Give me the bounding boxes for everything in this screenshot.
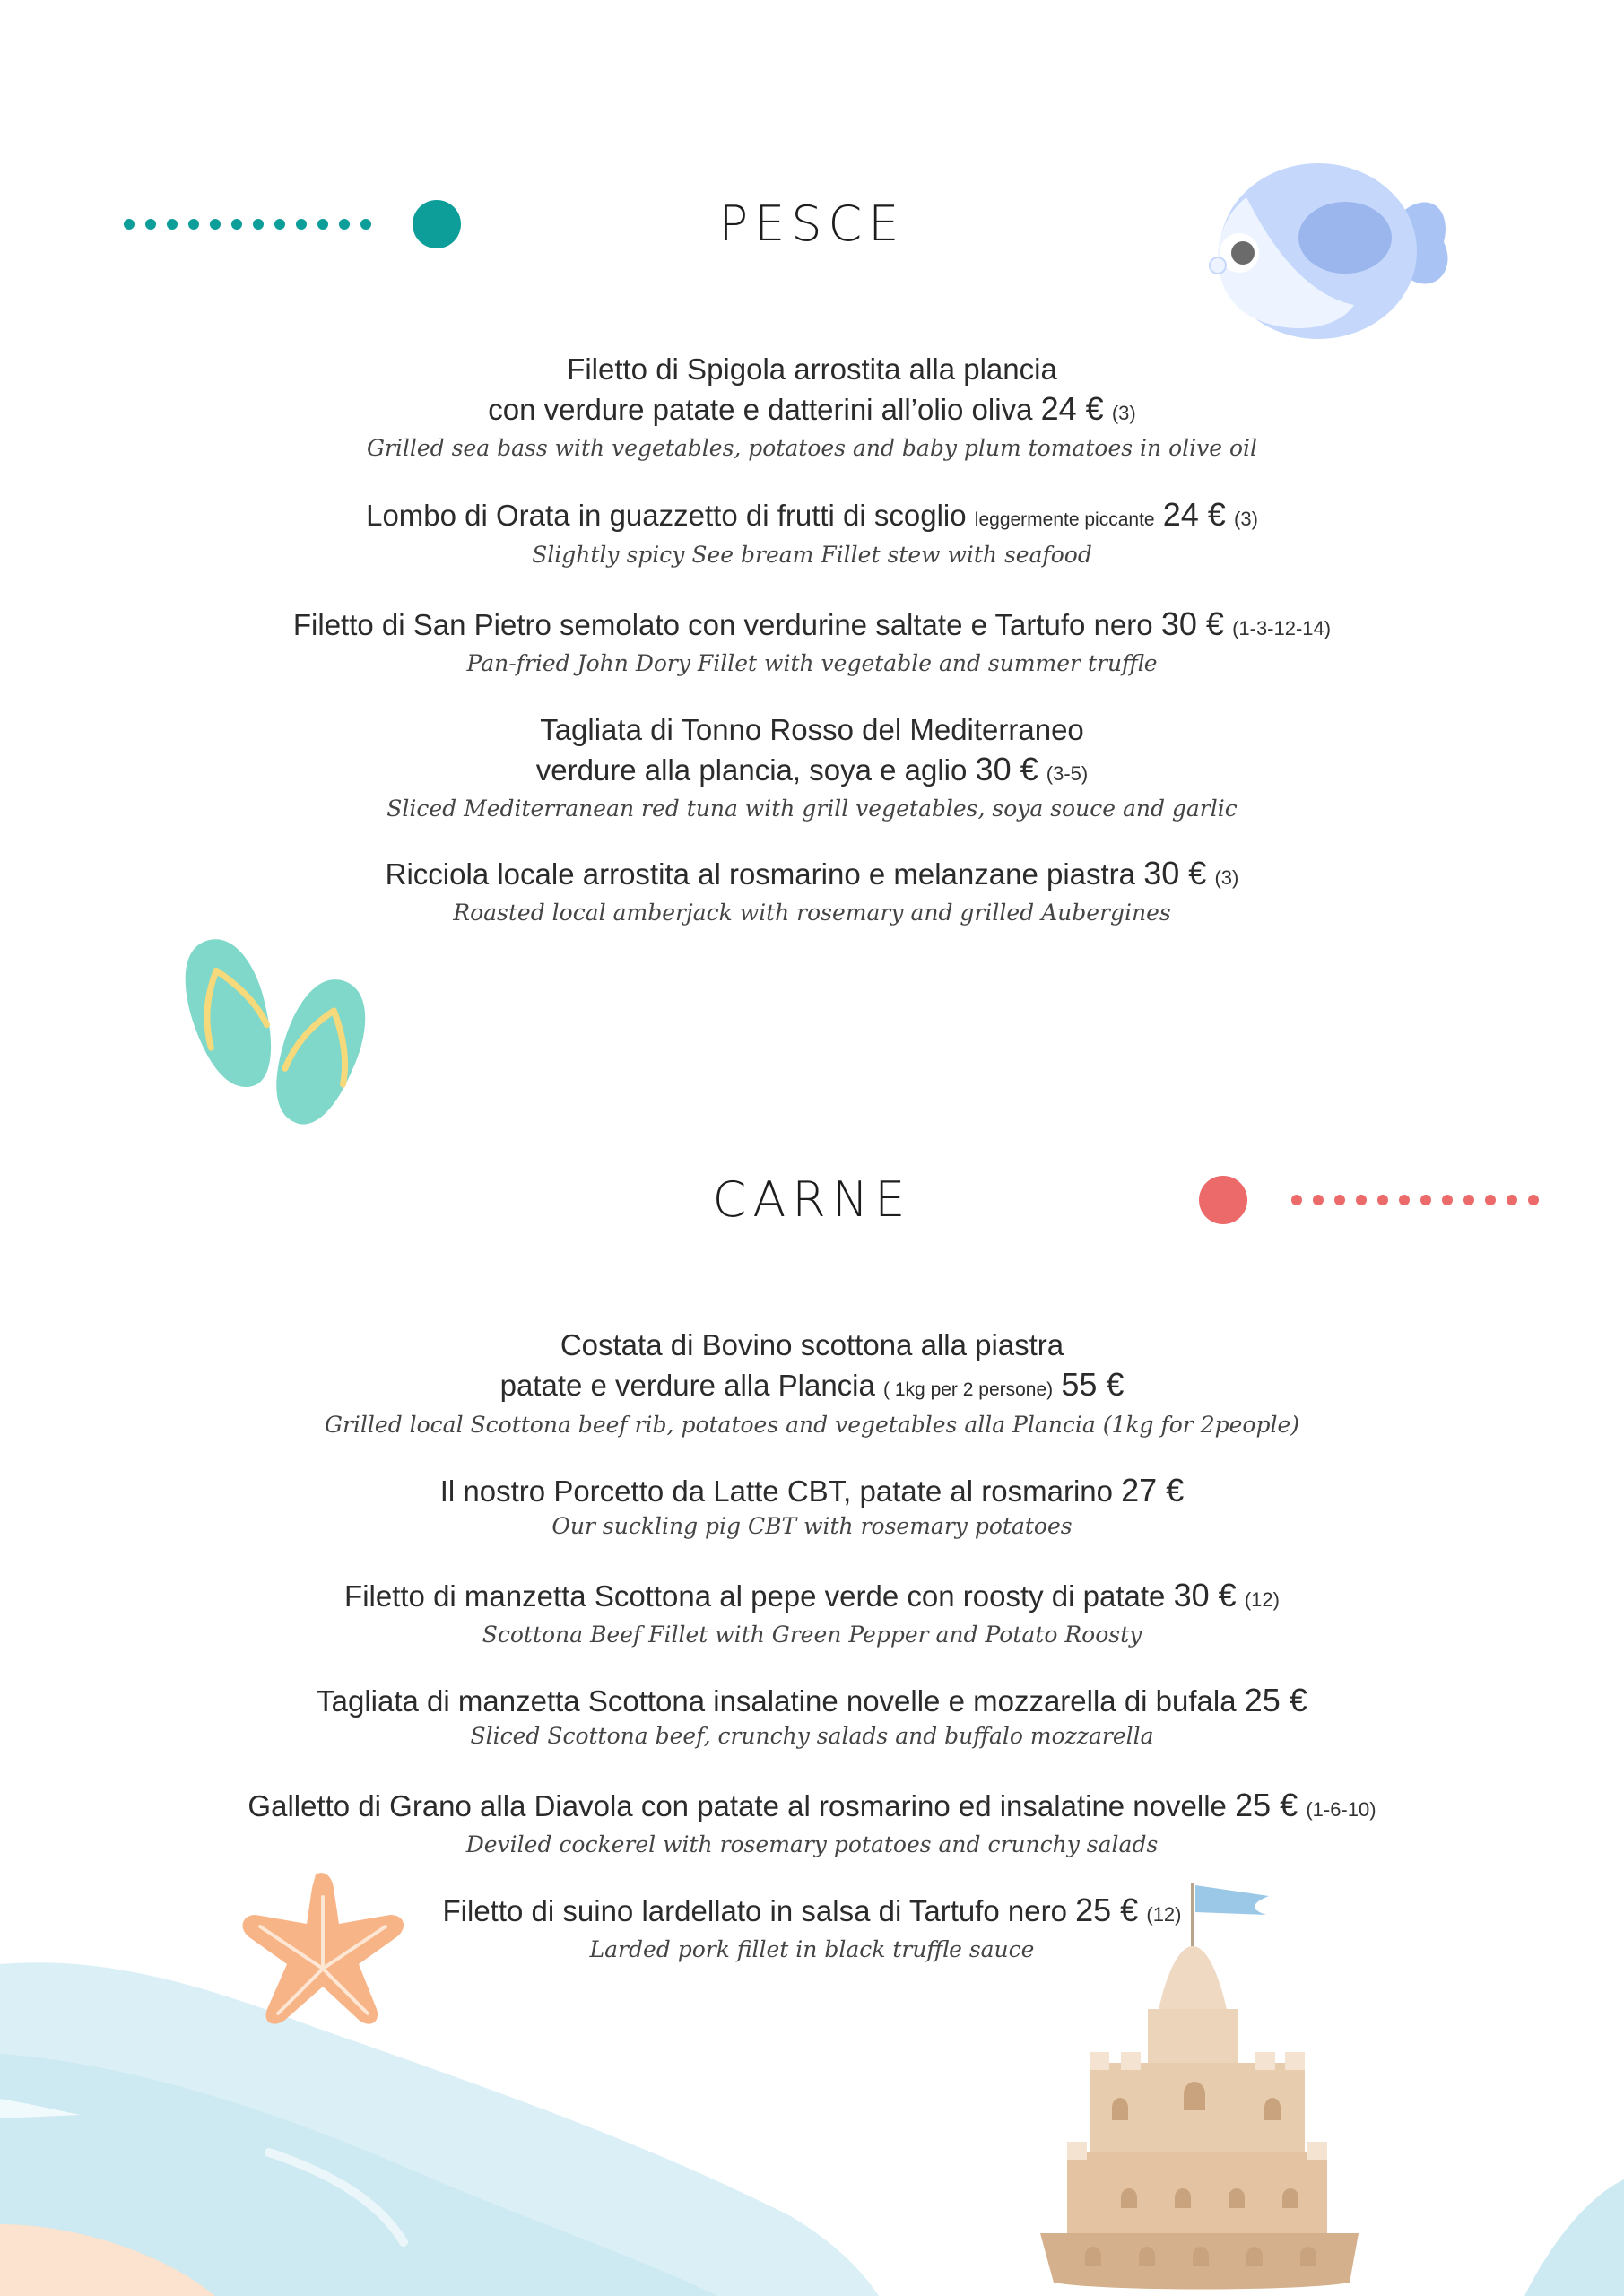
dish-allergens: (3-5) [1046,762,1089,785]
sandcastle-icon [1031,1874,1381,2296]
dish-name: Il nostro Porcetto da Latte CBT, patate al rosmarino [439,1474,1113,1508]
dish-english: Slightly spicy See bream Fillet stew with seafood [532,542,1092,568]
dish-allergens: (3) [1214,866,1239,889]
dish-name: Costata di Bovino scottona alla piastra [560,1328,1064,1361]
dish-name: Galletto di Grano alla Diavola con patate al rosmarino ed insalatine novelle [248,1789,1227,1822]
dish-pesce-4 [0,710,1624,824]
dish-price: 24 € [1040,390,1104,427]
dish-carne-1 [0,1326,1624,1440]
dish-name: Tagliata di Tonno Rosso del Mediterraneo [540,713,1084,746]
dish-name-line [0,1471,1624,1511]
dish-allergens: (1-6-10) [1306,1798,1376,1821]
dish-pesce-3 [0,604,1624,679]
dish-price: 30 € [1173,1577,1237,1613]
dish-price: 30 € [1160,605,1224,642]
dish-price: 27 € [1121,1472,1185,1509]
dish-english: Sliced Scottona beef, crunchy salads and buffalo mozzarella [470,1723,1154,1749]
dish-name: Filetto di suino lardellato in salsa di Tartufo nero [442,1894,1067,1927]
dish-english: Our suckling pig CBT with rosemary potatoes [551,1513,1073,1539]
dish-allergens: (12) [1146,1903,1182,1926]
dish-description: con verdure patate e datterini all’olio oliva [488,393,1033,426]
coral-dotted-line [1282,1164,1569,1236]
dish-description: patate e verdure alla Plancia [499,1369,875,1402]
dish-english: Deviled cockerel with rosemary potatoes and crunchy salads [465,1831,1159,1857]
dish-price: 30 € [975,751,1038,787]
dish-name: Ricciola locale arrostita al rosmarino e melanzane piastra [385,857,1136,891]
dish-carne-5 [0,1786,1624,1860]
dish-carne-2 [0,1471,1624,1542]
dish-name: Filetto di San Pietro semolato con verdurine saltate e Tartufo nero [292,608,1153,641]
dish-carne-3 [0,1576,1624,1650]
dish-english: Grilled local Scottona beef rib, potatoes and vegetables alla Plancia (1kg for 2people) [324,1412,1299,1438]
dish-name-line [0,1681,1624,1721]
dish-name-line [0,604,1624,648]
dish-pesce-5 [0,854,1624,928]
dish-price: 25 € [1075,1892,1139,1928]
dish-english: Grilled sea bass with vegetables, potatoes and baby plum tomatoes in olive oil [366,435,1258,461]
dish-english: Larded pork fillet in black truffle sauce [589,1936,1035,1962]
dish-pesce-2 [0,495,1624,570]
dish-english: Roasted local amberjack with rosemary and grilled Aubergines [453,900,1171,926]
dish-name: Lombo di Orata in guazzetto di frutti di scoglio [366,499,967,532]
dish-note: ( 1kg per 2 persone) [883,1379,1054,1400]
dish-price: 30 € [1143,855,1207,891]
dish-allergens: (1-3-12-14) [1232,617,1332,639]
dish-name-line [0,495,1624,540]
fish-icon [1193,144,1453,359]
dish-carne-4 [0,1681,1624,1752]
dish-english: Sliced Mediterranean red tuna with grill vegetables, soya souce and garlic [386,796,1238,822]
dish-description: verdure alla plancia, soya e aglio [535,753,968,787]
dish-name: Filetto di Spigola arrostita alla plancia [567,352,1057,386]
dish-allergens: (3) [1111,402,1136,424]
dish-name-line [0,854,1624,898]
coral-dot [1196,1173,1250,1227]
dish-price: 25 € [1244,1682,1307,1718]
dish-name-line [0,1576,1624,1620]
dish-name-line2 [0,389,1624,433]
section-title-pesce: PESCE [718,196,906,252]
dish-allergens: (3) [1234,508,1258,530]
dish-price: 25 € [1235,1787,1298,1823]
dish-english: Scottona Beef Fillet with Green Pepper and Potato Roosty [482,1622,1142,1648]
dish-price: 55 € [1061,1366,1125,1403]
dish-name-line2 [0,750,1624,794]
dish-price: 24 € [1162,496,1226,533]
dish-name-line [0,1786,1624,1830]
section-title-carne: CARNE [712,1171,912,1228]
dish-allergens: (12) [1244,1588,1280,1611]
dish-name-line2 [0,1365,1624,1410]
starfish-icon [233,1866,413,2036]
dish-name: Tagliata di manzetta Scottona insalatine novelle e mozzarella di bufala [317,1684,1237,1718]
dish-pesce-1 [0,350,1624,464]
flip-flops-icon [175,928,381,1135]
dish-name: Filetto di manzetta Scottona al pepe verde con roosty di patate [344,1579,1166,1613]
dish-note: leggermente piccante [974,509,1155,530]
dish-english: Pan-fried John Dory Fillet with vegetable and summer truffle [466,650,1158,676]
